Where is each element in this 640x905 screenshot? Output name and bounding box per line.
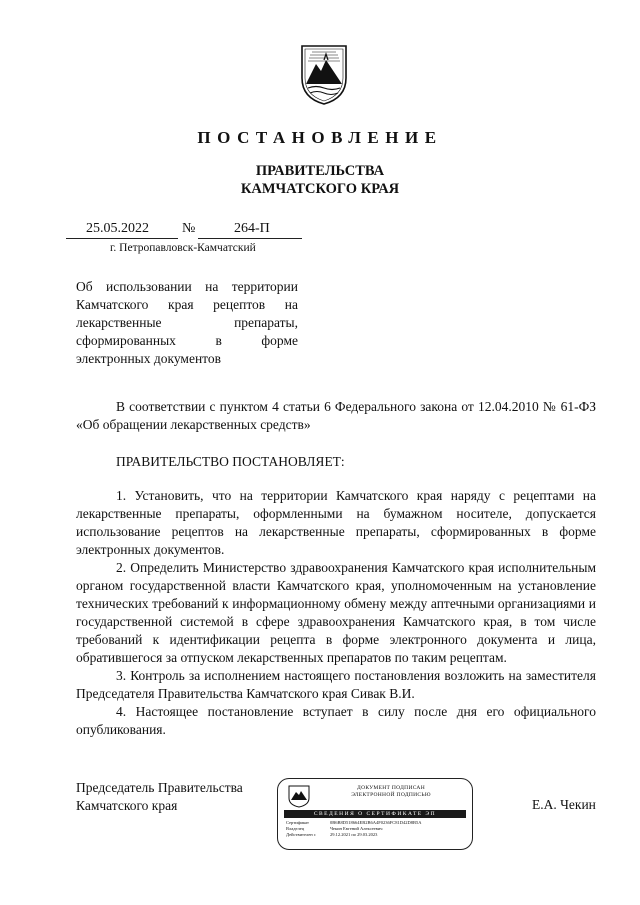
kamchatka-coat-of-arms-icon xyxy=(296,38,352,106)
document-title: ПОСТАНОВЛЕНИЕ xyxy=(197,128,443,147)
electronic-signature-stamp xyxy=(277,778,473,850)
issuer-line-2: КАМЧАТСКОГО КРАЯ xyxy=(240,181,400,197)
stamp-certificate-details xyxy=(286,820,466,838)
item-paragraph-3: 3. Контроль за исполнением настоящего постановления возложить на заместителя Председателя Правительства Камчатского края Сивак В.И. xyxy=(76,668,596,701)
stamp-row-key: Действителен с xyxy=(286,832,316,837)
document-number: 264-П xyxy=(234,221,270,236)
stamp-row-value: 29.12.2021 по 29.03.2023 xyxy=(330,832,378,837)
issuer-line-1: ПРАВИТЕЛЬСТВА xyxy=(255,163,385,179)
preamble-block xyxy=(76,398,596,434)
item-paragraph-2: 2. Определить Министерство здравоохранения Камчатского края исполнительным органом государственной власти Камчатского края, уполномоченным на установление технических требований к информационному обмену между аптечными организациями и государственной системой в сфере здравоохранения Камчатского края, в том числе требований к идентификации рецепта в форме электронного документа и лица, обратившегося за отпуском лекарственных препаратов по таким рецептам. xyxy=(76,560,596,665)
items-block xyxy=(76,487,596,739)
date-underline xyxy=(66,238,178,239)
subject-line: Камчатского края рецептов на xyxy=(76,297,298,312)
item-paragraph-1: 1. Установить, что на территории Камчатского края наряду с рецептами на лекарственные препараты, оформленными на бумажном носителе, допускается использование рецептов на лекарственные препараты, сформированных в форме электронных документов. xyxy=(76,488,596,557)
stamp-heading xyxy=(318,785,464,799)
stamp-heading-line-2: ЭЛЕКТРОННОЙ ПОДПИСЬЮ xyxy=(351,792,431,798)
stamp-row-value: Чекин Евгений Алексеевич xyxy=(330,826,383,831)
signatory-position xyxy=(76,779,243,815)
number-sign: № xyxy=(182,221,196,236)
subject-line: сформированных в форме xyxy=(76,333,298,348)
stamp-row-key: Владелец xyxy=(286,826,305,831)
resolve-paragraph: ПРАВИТЕЛЬСТВО ПОСТАНОВЛЯЕТ: xyxy=(116,454,345,469)
document-city: г. Петропавловск-Камчатский xyxy=(110,242,256,254)
signatory-name: Е.А. Чекин xyxy=(532,797,596,812)
stamp-row-value: 0B6B8D518664EB2B6A4F0236FC81D42D8B5A xyxy=(330,820,422,825)
signatory-position-line-1: Председатель Правительства xyxy=(76,780,243,795)
stamp-row xyxy=(286,832,466,838)
subject-line: электронных документов xyxy=(76,351,222,366)
subject-line: лекарственные препараты, xyxy=(76,315,298,330)
resolve-block xyxy=(76,453,596,471)
stamp-coat-of-arms-icon xyxy=(286,784,312,808)
item-paragraph-4: 4. Настоящее постановление вступает в силу после дня его официального опубликования. xyxy=(76,704,596,737)
document-subject xyxy=(76,278,298,368)
number-underline xyxy=(198,238,302,239)
signatory-position-line-2: Камчатского края xyxy=(76,798,178,813)
stamp-row-key: Сертификат xyxy=(286,820,309,825)
subject-line: Об использовании на территории xyxy=(76,279,298,294)
preamble-paragraph: В соответствии с пунктом 4 статьи 6 Федерального закона от 12.04.2010 № 61-ФЗ «Об обращении лекарственных средств» xyxy=(76,399,596,432)
document-date: 25.05.2022 xyxy=(86,221,149,236)
stamp-heading-line-1: ДОКУМЕНТ ПОДПИСАН xyxy=(357,785,425,791)
stamp-certificate-bar: СВЕДЕНИЯ О СЕРТИФИКАТЕ ЭП xyxy=(284,810,466,818)
